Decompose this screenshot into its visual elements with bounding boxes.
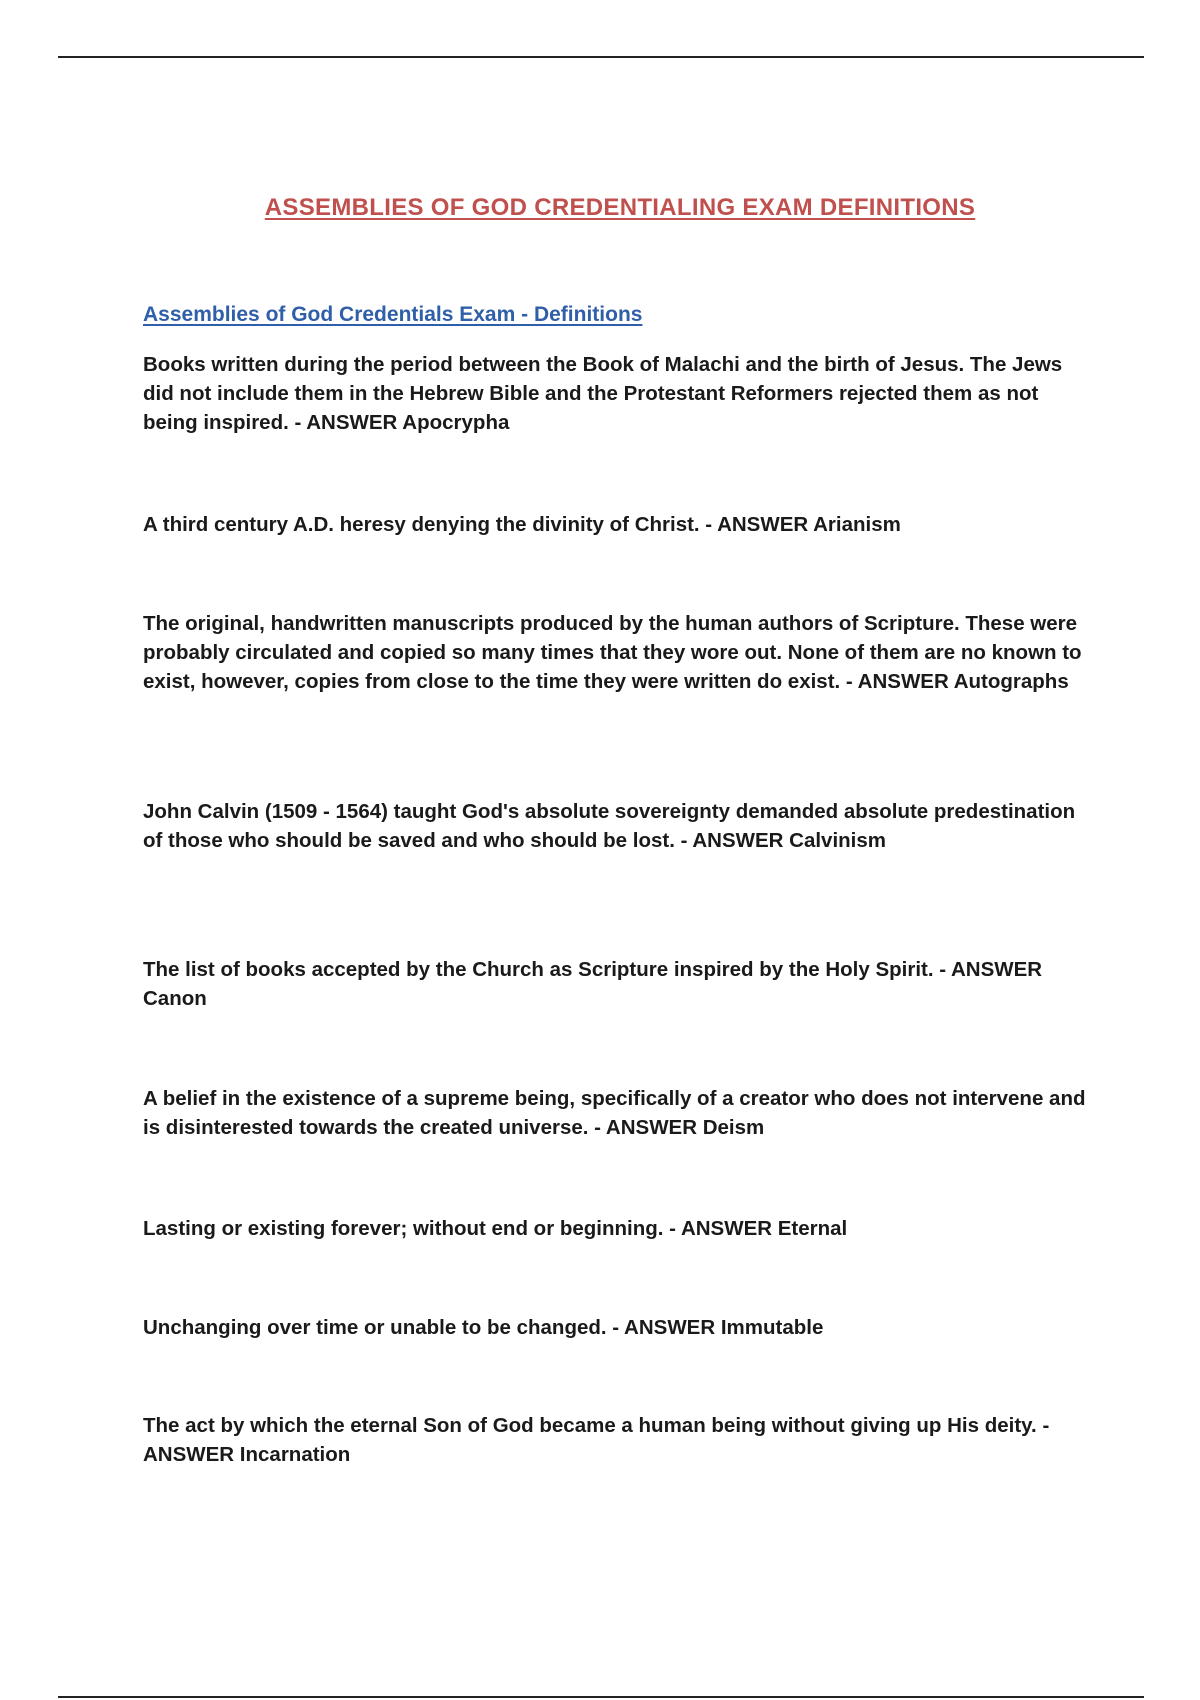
bottom-divider xyxy=(58,1696,1144,1698)
definition-entry-apocrypha: Books written during the period between the Book of Malachi and the birth of Jesus. The Jews did not include them in the Hebrew Bible and the Protestant Reformers rejected them as not being inspired. - ANSWER Apocrypha xyxy=(143,353,1063,434)
definition-entry-incarnation: The act by which the eternal Son of God became a human being without giving up His deity. - ANSWER Incarnation xyxy=(143,1414,1050,1466)
definition-entry-autographs: The original, handwritten manuscripts produced by the human authors of Scripture. These were probably circulated and copied so many times that they wore out. None of them are no known to exist, however, copies from close to the time they were written do exist. - ANSWER Autographs xyxy=(143,612,1082,693)
definition-entry-calvinism: John Calvin (1509 - 1564) taught God's absolute sovereignty demanded absolute predestination of those who should be saved and who should be lost. - ANSWER Calvinism xyxy=(143,800,1076,852)
top-divider xyxy=(58,56,1144,58)
document-subtitle-link[interactable]: Assemblies of God Credentials Exam - Definitions xyxy=(143,303,643,326)
page-title: ASSEMBLIES OF GOD CREDENTIALING EXAM DEFINITIONS xyxy=(264,194,976,221)
definition-entry-canon: The list of books accepted by the Church as Scripture inspired by the Holy Spirit. - ANSWER Canon xyxy=(143,958,1043,1010)
definition-entry-arianism: A third century A.D. heresy denying the divinity of Christ. - ANSWER Arianism xyxy=(143,513,901,536)
definition-entry-immutable: Unchanging over time or unable to be changed. - ANSWER Immutable xyxy=(143,1316,824,1339)
definition-entry-deism: A belief in the existence of a supreme being, specifically of a creator who does not intervene and is disinterested towards the created universe. - ANSWER Deism xyxy=(143,1087,1086,1139)
definition-entry-eternal: Lasting or existing forever; without end or beginning. - ANSWER Eternal xyxy=(143,1217,848,1240)
